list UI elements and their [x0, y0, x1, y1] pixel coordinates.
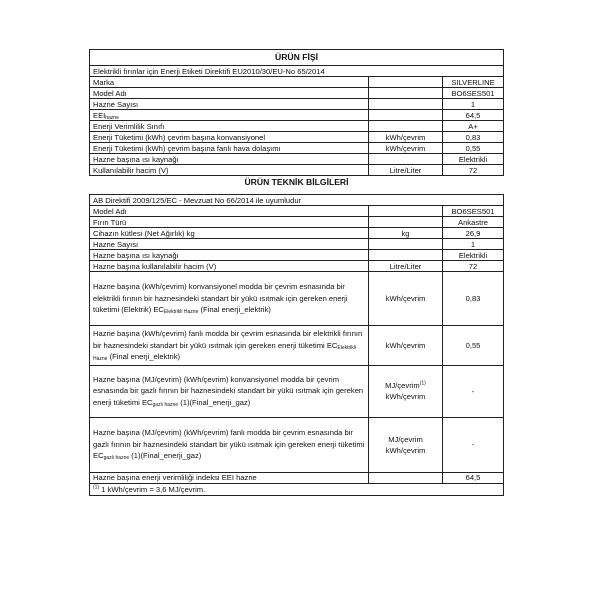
- row-value: SILVERLINE: [443, 77, 504, 88]
- eei-unit: [369, 472, 443, 483]
- row-label-text: Hazne Sayısı: [93, 99, 139, 109]
- unit-text-2: kWh/çevrim: [385, 445, 426, 455]
- consumption-unit: [369, 272, 443, 326]
- row-label: [90, 99, 369, 110]
- row-label-text: Marka: [93, 77, 115, 87]
- consumption-tail: (Final enerji_elektrik): [107, 352, 181, 361]
- product-sheet-rows: [90, 77, 504, 176]
- sheet-title-row: [90, 50, 504, 66]
- tech-directive-text: AB Direktifi 2009/125/EC - Mevzuat No 66/2014 ile uyumludur: [90, 195, 504, 206]
- tech-sheet-rows: [90, 206, 504, 272]
- row-unit: [369, 88, 443, 99]
- consumption-subscript: Elektrikli Hazne: [163, 309, 199, 316]
- row-label-subscript: hazne: [105, 114, 119, 121]
- consumption-text: Hazne başına (kWh/çevrim) konvansiyonel modda bir çevrim esnasında bir elektrikli fırının bir haznesindeki standart bir yükü ısıtmak için gereken enerji tüketimi (Elektrik) EC: [93, 282, 348, 315]
- row-value: Elektrikli: [443, 154, 504, 165]
- consumption-text: Hazne başına (MJ/çevrim) (kWh/çevrim) fanlı modda bir çevrim esnasında bir gazlı fırının bir haznesindeki standart bir yükü ısıtmak için gereken enerji tüketimi EC: [93, 428, 365, 461]
- directive-text: Elektrikli fırınlar için Enerji Etiketi Direktifi EU2010/30/EU-No 65/2014: [90, 66, 504, 77]
- tech-row: [90, 217, 504, 228]
- tech-row: [90, 261, 504, 272]
- row-label-text: EEI: [93, 110, 106, 120]
- row-label-text: Enerji Tüketimi (kWh) çevrim başına fanlı hava dolaşımı: [93, 143, 281, 153]
- row-value: A+: [443, 121, 504, 132]
- consumption-text: Hazne başına (MJ/çevrim) (kWh/çevrim) konvansiyonel modda bir çevrim esnasında bir gazlı fırının bir haznesindeki standart bir yükü ısıtmak için gereken enerji tüketimi EC: [93, 374, 364, 407]
- consumption-row: [90, 417, 504, 472]
- row-value: 1: [443, 239, 504, 250]
- consumption-value: -: [443, 417, 504, 472]
- product-row: [90, 165, 504, 176]
- row-label: Fırın Türü: [90, 217, 369, 228]
- unit-text: kWh/çevrim: [385, 340, 426, 350]
- unit-sup: (1): [419, 380, 426, 387]
- consumption-value: 0,55: [443, 326, 504, 366]
- row-label-text: Enerji Verimlilik Sınıfı: [93, 121, 165, 131]
- row-unit: Litre/Liter: [369, 261, 443, 272]
- row-label-text: Hazne başına ısı kaynağı: [93, 154, 179, 164]
- row-label-text: Model Adı: [93, 88, 127, 98]
- row-value: 72: [443, 165, 504, 176]
- product-row: [90, 132, 504, 143]
- row-label: [90, 88, 369, 99]
- consumption-tail: (1)(Final_enerji_gaz): [129, 451, 202, 461]
- row-unit: [369, 110, 443, 121]
- row-label: [90, 121, 369, 132]
- row-unit: [369, 250, 443, 261]
- row-value: BO6SES501: [443, 206, 504, 217]
- consumption-desc: [90, 272, 369, 326]
- footnote: [90, 483, 504, 495]
- sheet-title: ÜRÜN FİŞİ: [90, 50, 504, 66]
- tech-row: [90, 239, 504, 250]
- row-label: [90, 143, 369, 154]
- row-value: Elektrikli: [443, 250, 504, 261]
- row-label: Cihazın kütlesi (Net Ağırlık) kg: [90, 228, 369, 239]
- consumption-row: [90, 326, 504, 366]
- consumption-tail: (Final enerji_elektrik): [198, 305, 271, 315]
- eei-value: 64,5: [443, 472, 504, 483]
- row-unit: kWh/çevrim: [369, 132, 443, 143]
- row-label: Hazne Sayısı: [90, 239, 369, 250]
- row-value: 1: [443, 99, 504, 110]
- consumption-value: -: [443, 365, 504, 417]
- consumption-unit: [369, 365, 443, 417]
- unit-text: kWh/çevrim: [385, 294, 426, 303]
- row-unit: [369, 154, 443, 165]
- consumption-row: [90, 365, 504, 417]
- row-value: Ankastre: [443, 217, 504, 228]
- tech-title-row: [90, 176, 504, 189]
- tech-sheet-title: ÜRÜN TEKNİK BİLGİLERİ: [244, 176, 349, 187]
- eei-label: Hazne başına enerji verimliliği indeksi EEI hazne: [90, 472, 369, 483]
- row-unit: [369, 121, 443, 132]
- consumption-rows: [90, 272, 504, 473]
- consumption-unit: [369, 417, 443, 472]
- tech-row: [90, 206, 504, 217]
- product-row: [90, 154, 504, 165]
- product-row: [90, 99, 504, 110]
- product-row: [90, 110, 504, 121]
- row-value: 26,9: [443, 228, 504, 239]
- product-row: [90, 121, 504, 132]
- consumption-subscript: gazlı hazne: [152, 401, 179, 408]
- row-unit: [369, 99, 443, 110]
- row-value: 64,5: [443, 110, 504, 121]
- product-row: [90, 77, 504, 88]
- unit-text-2: kWh/çevrim: [385, 392, 426, 401]
- row-label: [90, 110, 369, 121]
- tech-directive-row: [90, 195, 504, 206]
- footnote-mark: (1): [93, 483, 100, 490]
- consumption-tail: (1)(Final_enerji_gaz): [178, 397, 251, 407]
- tech-row: [90, 250, 504, 261]
- row-label: [90, 77, 369, 88]
- row-value: 72: [443, 261, 504, 272]
- row-unit: kWh/çevrim: [369, 143, 443, 154]
- directive-row: [90, 66, 504, 77]
- unit-text: MJ/çevrim: [385, 381, 420, 390]
- product-row: [90, 143, 504, 154]
- tech-row: [90, 228, 504, 239]
- consumption-row: [90, 272, 504, 326]
- consumption-desc: [90, 365, 369, 417]
- row-label: [90, 132, 369, 143]
- row-unit: [369, 77, 443, 88]
- row-unit: [369, 206, 443, 217]
- row-label: Model Adı: [90, 206, 369, 217]
- row-label: Hazne başına ısı kaynağı: [90, 250, 369, 261]
- footnote-text: 1 kWh/çevrim = 3,6 MJ/çevrim.: [99, 484, 206, 494]
- row-label: [90, 154, 369, 165]
- consumption-desc: [90, 417, 369, 472]
- product-row: [90, 88, 504, 99]
- row-label: [90, 165, 369, 176]
- row-unit: kg: [369, 228, 443, 239]
- row-label-text: Enerji Tüketimi (kWh) çevrim başına konvansiyonel: [93, 132, 266, 142]
- row-label: Hazne başına kullanılabilir hacim (V): [90, 261, 369, 272]
- eei-row: [90, 472, 504, 483]
- consumption-subscript: gazlı hazne: [103, 455, 130, 462]
- consumption-subscript: Elektrikli Hazne: [93, 344, 357, 362]
- row-unit: [369, 239, 443, 250]
- row-value: BO6SES501: [443, 88, 504, 99]
- consumption-unit: [369, 326, 443, 366]
- row-unit: Litre/Liter: [369, 165, 443, 176]
- unit-text: MJ/çevrim: [388, 434, 423, 444]
- row-value: 0,55: [443, 143, 504, 154]
- footnote-row: [90, 483, 504, 495]
- row-label-text: Kullanılabilir hacim (V): [93, 165, 169, 175]
- consumption-value: 0,83: [443, 272, 504, 326]
- row-unit: [369, 217, 443, 228]
- row-value: 0,83: [443, 132, 504, 143]
- consumption-text: Hazne başına (kWh/çevrim) fanlı modda bir çevrim esnasında bir elektrikli fırının bir haznesindeki standart bir yükü ısıtmak için gereken enerji tüketimi EC: [93, 329, 363, 350]
- consumption-desc: [90, 326, 369, 366]
- product-sheet: [89, 49, 504, 496]
